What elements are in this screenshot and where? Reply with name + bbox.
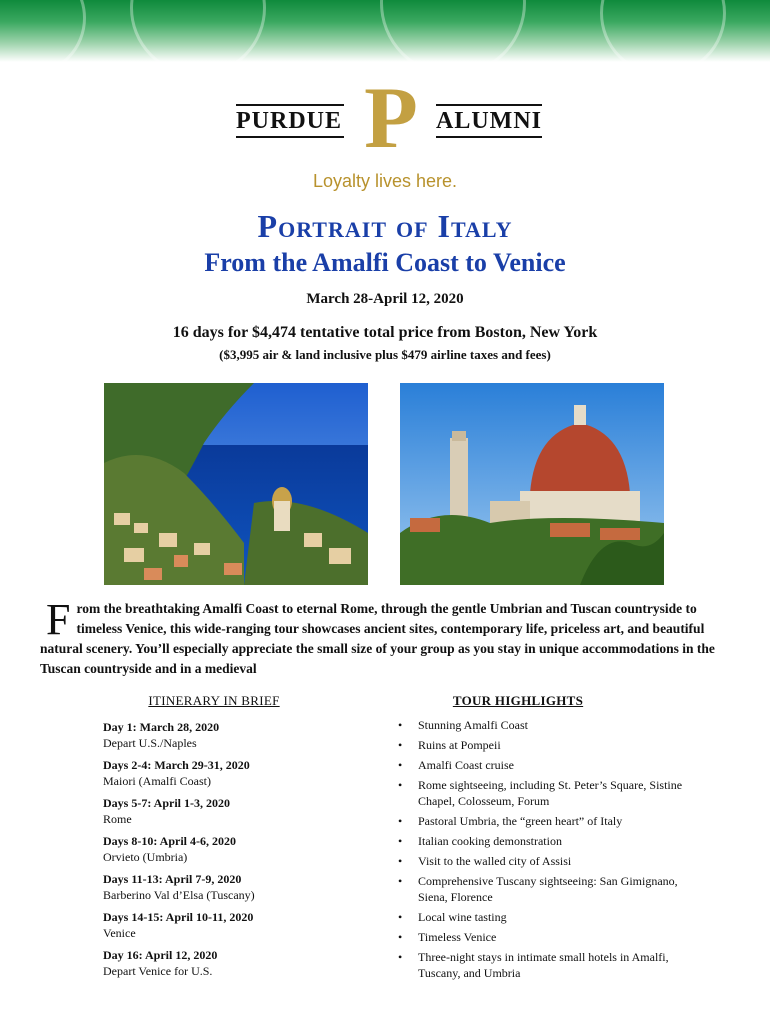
page-subtitle: From the Amalfi Coast to Venice bbox=[204, 248, 566, 277]
bullet-icon: • bbox=[398, 950, 403, 964]
highlight-item bbox=[398, 777, 708, 809]
page-title: Portrait of Italy bbox=[257, 208, 513, 244]
highlight-text: Three-night stays in intimate small hotels in Amalfi, Tuscany, and Umbria bbox=[418, 950, 669, 980]
itinerary-day-place: Depart U.S./Naples bbox=[103, 736, 197, 750]
itinerary-day-place: Venice bbox=[103, 926, 136, 940]
highlight-text: Visit to the walled city of Assisi bbox=[418, 854, 572, 868]
itinerary-day-place: Barberino Val d’Elsa (Tuscany) bbox=[103, 888, 255, 902]
highlight-item bbox=[398, 717, 708, 733]
highlight-text: Ruins at Pompeii bbox=[418, 738, 501, 752]
highlights-heading: TOUR HIGHLIGHTS bbox=[452, 693, 584, 708]
bullet-icon: • bbox=[398, 758, 403, 772]
itinerary-day bbox=[103, 719, 363, 751]
itinerary-day-place: Rome bbox=[103, 812, 132, 826]
itinerary-day bbox=[103, 795, 363, 827]
itinerary-day-label: Day 16: April 12, 2020 bbox=[103, 948, 218, 962]
trip-dates: March 28-April 12, 2020 bbox=[306, 291, 464, 307]
highlight-text: Pastoral Umbria, the “green heart” of Italy bbox=[418, 814, 623, 828]
decorative-seal bbox=[130, 0, 266, 62]
bullet-icon: • bbox=[398, 854, 403, 868]
bullet-icon: • bbox=[398, 738, 403, 752]
highlight-text: Rome sightseeing, including St. Peter’s Square, Sistine Chapel, Colosseum, Forum bbox=[418, 778, 683, 808]
bullet-icon: • bbox=[398, 778, 403, 792]
highlight-text: Timeless Venice bbox=[418, 930, 497, 944]
logo-left-word: PURDUE bbox=[236, 104, 344, 138]
itinerary-section bbox=[103, 693, 363, 985]
highlight-item bbox=[398, 757, 708, 773]
itinerary-day bbox=[103, 833, 363, 865]
intro-paragraph bbox=[40, 595, 730, 679]
itinerary-day-label: Days 11-13: April 7-9, 2020 bbox=[103, 872, 242, 886]
itinerary-day-place: Depart Venice for U.S. bbox=[103, 964, 213, 978]
highlight-text: Amalfi Coast cruise bbox=[418, 758, 514, 772]
itinerary-day bbox=[103, 871, 363, 903]
intro-dropcap: F bbox=[46, 595, 71, 644]
purdue-alumni-logo bbox=[236, 70, 542, 167]
price-detail: ($3,995 air & land inclusive plus $479 airline taxes and fees) bbox=[219, 347, 551, 362]
highlights-list bbox=[398, 717, 718, 981]
decorative-seal bbox=[0, 0, 86, 62]
highlight-item bbox=[398, 833, 708, 849]
itinerary-day-label: Days 2-4: March 29-31, 2020 bbox=[103, 758, 250, 772]
bullet-icon: • bbox=[398, 930, 403, 944]
itinerary-heading: ITINERARY IN BRIEF bbox=[148, 693, 280, 708]
tagline: Loyalty lives here. bbox=[312, 171, 458, 191]
bullet-icon: • bbox=[398, 718, 403, 732]
trip-price: 16 days for $4,474 tentative total price from Boston, New York bbox=[172, 324, 598, 341]
logo-right-word: ALUMNI bbox=[436, 104, 542, 138]
highlight-text: Local wine tasting bbox=[418, 910, 507, 924]
itinerary-day bbox=[103, 909, 363, 941]
itinerary-day-label: Days 5-7: April 1-3, 2020 bbox=[103, 796, 230, 810]
highlight-item bbox=[398, 813, 708, 829]
highlight-text: Comprehensive Tuscany sightseeing: San Gimignano, Siena, Florence bbox=[418, 874, 678, 904]
logo-p-mark: P bbox=[364, 70, 418, 167]
bullet-icon: • bbox=[398, 874, 403, 888]
amalfi-coast-photo bbox=[104, 383, 368, 585]
bullet-icon: • bbox=[398, 834, 403, 848]
itinerary-day-place: Orvieto (Umbria) bbox=[103, 850, 188, 864]
itinerary-day bbox=[103, 947, 363, 979]
highlight-item bbox=[398, 949, 708, 981]
intro-text: rom the breathtaking Amalfi Coast to eternal Rome, through the gentle Umbrian and Tuscan countryside to timeless Venice, this wide-ranging tour showcases ancient sites, contemporary life, priceless art, and beautiful natural scenery. You’ll especially appreciate the small size of your group as you stay in unique accommodations in the Tuscan countryside and in a medieval bbox=[40, 601, 715, 676]
itinerary-day-label: Days 14-15: April 10-11, 2020 bbox=[103, 910, 254, 924]
highlight-item bbox=[398, 929, 708, 945]
highlight-item bbox=[398, 853, 708, 869]
bullet-icon: • bbox=[398, 814, 403, 828]
highlights-section bbox=[398, 693, 718, 985]
itinerary-day bbox=[103, 757, 363, 789]
itinerary-day-label: Days 8-10: April 4-6, 2020 bbox=[103, 834, 236, 848]
itinerary-day-place: Maiori (Amalfi Coast) bbox=[103, 774, 211, 788]
highlight-text: Italian cooking demonstration bbox=[418, 834, 562, 848]
itinerary-day-label: Day 1: March 28, 2020 bbox=[103, 720, 220, 734]
decorative-seal bbox=[380, 0, 526, 62]
highlight-item bbox=[398, 737, 708, 753]
bullet-icon: • bbox=[398, 910, 403, 924]
florence-duomo-photo bbox=[400, 383, 664, 585]
highlight-item bbox=[398, 873, 708, 905]
decorative-seal bbox=[600, 0, 726, 62]
highlight-text: Stunning Amalfi Coast bbox=[418, 718, 529, 732]
header-band bbox=[0, 0, 770, 62]
highlight-item bbox=[398, 909, 708, 925]
